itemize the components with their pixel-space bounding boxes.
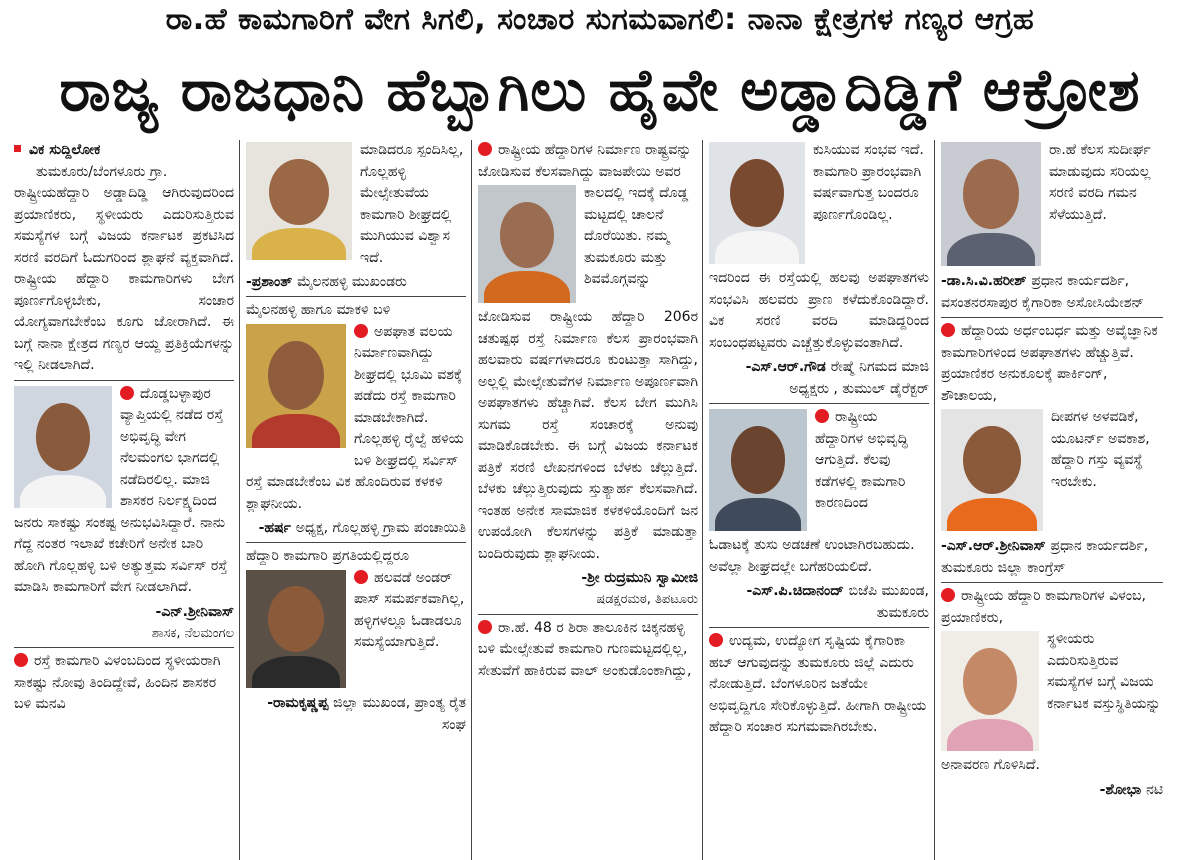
signature-name: -ಹರ್ಷ: [258, 520, 291, 536]
signature-name: -ಎಸ್.ಆರ್.ಶ್ರೀನಿವಾಸ್: [941, 538, 1046, 554]
column-rule: [239, 140, 240, 860]
quote-text: ಜೋಡಿಸುವ ರಾಷ್ಟ್ರೀಯ ಹೆದ್ದಾರಿ 206ರ ಚತುಷ್ಪಥ ರಸ್ತೆ ನಿರ್ಮಾಣ ಕೆಲಸ ಪ್ರಾರಂಭವಾಗಿ ಹಲವಾರು ವರ್ಷಗಳಾದರೂ ಕುಂಟುತ್ತಾ ಸಾಗಿದ್ದು, ಅಲ್ಲಲ್ಲಿ ಮೇಲ್ಸೇತುವೆಗಳ ನಿರ್ಮಾಣ ಅಪೂರ್ಣವಾಗಿ ಅಪಘಾತಗಳು ಹೆಚ್ಚಾಗಿವೆ. ಕೆಲಸ ಬೇಗ ಮುಗಿಸಿ ಸುಗಮ ರಸ್ತೆ ಸಂಚಾರಕ್ಕೆ ಅನುವು ಮಾಡಿಕೊಡಬೇಕು. ಈ ಬಗ್ಗೆ ವಿಜಯ ಕರ್ನಾಟಕ ಪತ್ರಿಕೆ ಸರಣಿ ಲೇಖನಗಳಿಂದ ಬೆಳಕು ಚೆಲ್ಲುತ್ತಿದೆ. ಬೆಳಕು ಚೆಲ್ಲುತ್ತಿರುವುದು ಸ್ತುತ್ಯಾರ್ಹ ಕೆಲಸವಾಗಿದೆ. ಇಂತಹ ಅನೇಕ ಸಾಮಾಜಿಕ ಕಳಕಳಿಯೊಂದಿಗೆ ಜನ ಉಪಯೋಗಿ ಕೆಲಸಗಳನ್ನು ಪತ್ರಿಕೆ ಮಾಡುತ್ತಾ ಬಂದಿರುವುದು ಶ್ಲಾಘನೀಯ.: [478, 309, 698, 562]
portrait-body: [715, 498, 801, 531]
signature-name: -ಎನ್.ಶ್ರೀನಿವಾಸ್: [155, 603, 234, 620]
portrait-face: [500, 202, 555, 268]
signature-role: ಬಿಜೆಪಿ ಮುಖಂಡ, ತುಮಕೂರು: [848, 583, 929, 621]
portrait-photo: [246, 142, 352, 260]
signature-role: ಪ್ರಧಾನ ಕಾರ್ಯದರ್ಶಿ, ವಸಂತನರಸಾಪುರ ಕೈಗಾರಿಕಾ ಅಸೋಸಿಯೇಶನ್: [941, 273, 1144, 311]
red-bullet-icon: [478, 620, 492, 634]
portrait-face: [36, 403, 91, 471]
quote-text: ರಸ್ತೆ ಕಾಮಗಾರಿ ವಿಳಂಬದಿಂದ ಸ್ಥಳೀಯರಾಗಿ ಸಾಕಷ್ಟು ನೋವು ತಿಂದಿದ್ದೇವೆ, ಹಿಂದಿನ ಶಾಸಕರ ಬಳಿ ಮನವಿ: [14, 653, 221, 712]
portrait-face: [268, 586, 324, 652]
portrait-photo: [478, 185, 576, 303]
quote-paragraph: [14, 651, 234, 716]
portrait-photo: [941, 409, 1043, 531]
portrait-photo: [709, 409, 807, 531]
column-3: [478, 140, 698, 860]
byline: [14, 140, 234, 162]
portrait-body: [484, 271, 570, 303]
red-bullet-icon: [14, 653, 28, 667]
signature-name: -ಎಸ್.ಪಿ.ಚಿದಾನಂದ್: [746, 583, 844, 599]
intro-paragraph: ರಾಷ್ಟ್ರೀಯಹೆದ್ದಾರಿ ಅಡ್ಡಾದಿಡ್ಡಿ ಆಗಿರುವುದರಿಂದ ಪ್ರಯಾಣಿಕರು, ಸ್ಥಳೀಯರು ಎದುರಿಸುತ್ತಿರುವ ಸಮಸ್ಯೆಗಳ ಬಗ್ಗೆ ವಿಜಯ ಕರ್ನಾಟಕ ಪ್ರಕಟಿಸಿದ ಸರಣಿ ವರದಿಗೆ ಓದುಗರಿಂದ ಶ್ಲಾಘನೆ ವ್ಯಕ್ತವಾಗಿದೆ. ರಾಷ್ಟ್ರೀಯ ಹೆದ್ದಾರಿ ಕಾಮಗಾರಿಗಳು ಬೇಗ ಪೂರ್ಣಗೊಳ್ಳಬೇಕು, ಸಂಚಾರ ಯೋಗ್ಯವಾಗಬೇಕೆಂಬ ಕೂಗು ಜೋರಾಗಿದೆ. ಈ ಬಗ್ಗೆ ನಾನಾ ಕ್ಷೇತ್ರದ ಗಣ್ಯರ ಆಯ್ದ ಪ್ರತಿಕ್ರಿಯೆಗಳನ್ನು ಇಲ್ಲಿ ನೀಡಲಾಗಿದೆ.: [14, 185, 234, 373]
signature-name: -ಡಾ.ಸಿ.ವಿ.ಹರೀಶ್: [941, 273, 1027, 289]
quote-text: ಮಾಡಿದರೂ ಸ್ಪಂದಿಸಿಲ್ಲ, ಗೊಲ್ಲಹಳ್ಳಿ ಮೇಲ್ಸೇತುವೆಯ ಕಾಮಗಾರಿ ಶೀಘ್ರದಲ್ಲಿ ಮುಗಿಯುವ ವಿಶ್ವಾಸ ಇದೆ.: [360, 142, 464, 266]
quote-text: ದೀಪಗಳ ಅಳವಡಿಕೆ, ಯೂಟರ್ನ್ ಅವಕಾಶ, ಹೆದ್ದಾರಿ ಗಸ್ತು ವ್ಯವಸ್ಥೆ ಇರಬೇಕು.: [1051, 409, 1150, 490]
red-bullet-icon: [120, 386, 134, 400]
portrait-face: [730, 159, 784, 227]
signature: [246, 517, 466, 539]
signature: [478, 567, 698, 589]
kicker-headline: ರಾ.ಹೆ ಕಾಮಗಾರಿಗೆ ವೇಗ ಸಿಗಲಿ, ಸಂಚಾರ ಸುಗಮವಾಗಲಿ: ನಾನಾ ಕ್ಷೇತ್ರಗಳ ಗಣ್ಯರ ಆಗ್ರಹ: [165, 2, 1035, 37]
red-bullet-icon: [815, 409, 829, 423]
signature-role: ಜಿಲ್ಲಾ ಮುಖಂಡ, ಪ್ರಾಂತ್ಯ ರೈತ ಸಂಘ: [333, 694, 466, 733]
portrait-body: [947, 498, 1037, 531]
quote-text: ಅನಾವರಣ ಗೊಳಿಸಿದೆ.: [941, 757, 1040, 773]
signature: [14, 601, 234, 623]
red-bullet-icon: [478, 142, 492, 156]
divider: [709, 403, 929, 404]
quote-text: ಉದ್ಯಮ, ಉದ್ಯೋಗ ಸೃಷ್ಟಿಯ ಕೈಗಾರಿಕಾ ಹಬ್ ಆಗುವುದನ್ನು ತುಮಕೂರು ಜಿಲ್ಲೆ ಎದುರು ನೋಡುತ್ತಿದೆ. ಬೆಂಗಳೂರಿನ ಜತೆಯೇ ಅಭಿವೃದ್ದಿಗೂ ಸೇರಿಕೊಳ್ಳುತ್ತಿದೆ. ಹೀಗಾಗಿ ರಾಷ್ಟ್ರೀಯ ಹೆದ್ದಾರಿ ಸಂಚಾರ ಸುಗಮವಾಗಿರಬೇಕು.: [709, 633, 927, 735]
signature: [709, 580, 929, 624]
divider: [246, 296, 466, 297]
square-bullet-icon: [14, 145, 21, 152]
red-bullet-icon: [354, 324, 368, 338]
signature-role: ಪ್ರಧಾನ ಕಾರ್ಯದರ್ಶಿ, ತುಮಕೂರು ಜಿಲ್ಲಾ ಕಾಂಗ್ರೆಸ್: [941, 538, 1149, 576]
divider: [709, 627, 929, 628]
column-rule: [471, 140, 472, 860]
signature: [709, 356, 929, 400]
quote-text: ರಾಷ್ಟ್ರೀಯ ಹೆದ್ದಾರಿ ಕಾಮಗಾರಿಗಳ ವಿಳಂಬ, ಪ್ರಯಾಣಿಕರು,: [941, 588, 1146, 626]
main-headline: ರಾಜ್ಯ ರಾಜಧಾನಿ ಹೆಬ್ಬಾಗಿಲು ಹೈವೇ ಅಡ್ಡಾದಿಡ್ಡಿಗೆ ಆಕ್ರೋಶ: [59, 56, 1141, 124]
portrait-face: [268, 341, 324, 410]
signature-role: ರೇಷ್ಮೆ ನಿಗಮದ ಮಾಜಿ ಅಧ್ಯಕ್ಷರು , ತುಮುಲ್ ಡೈರೆಕ್ಟರ್: [789, 359, 929, 397]
quote-text: ರಾ.ಹೆ ಕೆಲಸ ಸುದೀರ್ಘ ಮಾಡುವುದು ಸರಿಯಲ್ಲ ಸರಣಿ ವರದಿ ಗಮನ ಸೆಳೆಯುತ್ತಿದೆ.: [1049, 142, 1151, 223]
quote-text: ಹೆದ್ದಾರಿಯ ಅರ್ಧಂಬರ್ಧ ಮತ್ತು ಅವೈಜ್ಞಾನಿಕ ಕಾಮಗಾರಿಗಳಿಂದ ಅಪಘಾತಗಳು ಹೆಚ್ಚುತ್ತಿವೆ. ಪ್ರಯಾಣಿಕರ ಅನುಕೂಲಕ್ಕೆ ಪಾರ್ಕಿಂಗ್, ಶೌಚಾಲಯ,: [941, 323, 1158, 404]
quote-text: ಓಡಾಟಕ್ಕೆ ತುಸು ಅಡಚಣೆ ಉಂಟಾಗಿರಬಹುದು. ಅವೆಲ್ಲಾ ಶೀಘ್ರದಲ್ಲೇ ಬಗೆಹರಿಯಲಿದೆ.: [709, 537, 915, 575]
red-bullet-icon: [941, 323, 955, 337]
column-rule: [702, 140, 703, 860]
quote-lead: [941, 586, 1163, 629]
quote-paragraph: [478, 618, 698, 683]
column-4: [709, 140, 929, 860]
portrait-photo: [709, 142, 805, 264]
byline-source: ವಿಕ ಸುದ್ದಿಲೋಕ: [29, 142, 101, 158]
column-rule: [934, 140, 935, 860]
signature-role: ನಟಿ: [1146, 781, 1163, 798]
portrait-body: [715, 231, 799, 264]
red-bullet-icon: [709, 633, 723, 647]
portrait-body: [252, 656, 340, 688]
portrait-body: [252, 414, 340, 447]
signature-role: ಶಾಸಕ, ನೆಲಮಂಗಲ: [151, 625, 234, 641]
red-bullet-icon: [354, 570, 368, 584]
column-1: [14, 140, 234, 860]
divider: [941, 582, 1163, 583]
signature-name: -ಶೋಭಾ: [1099, 781, 1142, 798]
signature-name: -ಎಸ್.ಆರ್.ಗೌಡ: [745, 359, 826, 375]
portrait-face: [963, 426, 1020, 494]
quote-text: ರಾ.ಹೆ. 48 ರ ಶಿರಾ ತಾಲೂಕಿನ ಚಿಕ್ಕನಹಳ್ಳಿ ಬಳಿ ಮೇಲ್ಸೇತುವೆ ಕಾಮಗಾರಿ ಗುಣಮಟ್ಟದಲ್ಲಿಲ್ಲ, ಸೇತುವೆಗೆ ಹಾಕಿರುವ ವಾಲ್ ಅಂಕುಡೊಂಕಾಗಿದ್ದು,: [478, 619, 692, 679]
quote-text: ಹಲವಡೆ ಅಂಡರ್ ಪಾಸ್ ಸಮರ್ಪಕವಾಗಿಲ್ಲ, ಹಳ್ಳಿಗಳಲ್ಲೂ ಓಡಾಡಲೂ ಸಮಸ್ಯೆಯಾಗುತ್ತಿದೆ.: [354, 569, 465, 650]
quote-text: ಸ್ಥಳೀಯರು ಎದುರಿಸುತ್ತಿರುವ ಸಮಸ್ಯೆಗಳ ಬಗ್ಗೆ ವಿಜಯ ಕರ್ನಾಟಕ ವಸ್ತುಸ್ಥಿತಿಯನ್ನು: [1047, 631, 1161, 712]
portrait-photo: [246, 570, 346, 688]
portrait-body: [252, 228, 345, 260]
column-2: [246, 140, 466, 860]
divider: [14, 647, 234, 648]
portrait-photo: [941, 142, 1041, 266]
quote-text: ಕಾಲದಲ್ಲಿ ಇದಕ್ಕೆ ದೊಡ್ಡ ಮಟ್ಟದಲ್ಲಿ ಚಾಲನೆ ದೊರೆಯಿತು. ನಮ್ಮ ತುಮಕೂರು ಮತ್ತು ಶಿವಮೊಗ್ಗವನ್ನು: [584, 185, 689, 287]
quote-text: ಅಪಘಾತ ವಲಯ ನಿರ್ಮಾಣವಾಗಿದ್ದು ಶೀಘ್ರದಲ್ಲಿ ಭೂಮಿ ವಶಕ್ಕೆ ಪಡೆದು ರಸ್ತೆ ಕಾಮಗಾರಿ ಮಾಡಬೇಕಾಗಿದೆ. ಗೊಲ್ಲಹಳ್ಳಿ ರೈಲ್ವೆ ಹಳಿಯ ಬಳಿ ಶೀಘ್ರದಲ್ಲಿ ಸರ್ವಿಸ್ ರಸ್ತೆ ಮಾಡಬೇಕೆಂಬ ವಿಕ ಹೊಂದಿರುವ ಕಳಕಳಿ ಶ್ಲಾಘನೀಯ.: [246, 323, 464, 512]
signature: [941, 535, 1163, 579]
signature-role: ಷಡಕ್ಷರಮಠ, ತಿಪಟೂರು: [596, 592, 698, 607]
quote-lead: [941, 321, 1163, 407]
signature-name: -ರಾಮಕೃಷ್ಣಪ್ಪ: [267, 694, 329, 711]
portrait-body: [20, 475, 106, 508]
column-5: [941, 140, 1163, 860]
portrait-body: [947, 233, 1035, 266]
signature-role: ಮೈಲನಹಳ್ಳಿ ಮುಖಂಡರು: [297, 274, 407, 290]
quote-text: ಇದರಿಂದ ಈ ರಸ್ತೆಯಲ್ಲಿ ಹಲವು ಅಪಘಾತಗಳು ಸಂಭವಿಸಿ ಹಲವರು ಪ್ರಾಣ ಕಳೆದುಕೊಂಡಿದ್ದಾರೆ. ವಿಕ ಸರಣಿ ವರದಿ ಮಾಡಿದ್ದರಿಂದ ಸಂಬಂಧಪಟ್ಟವರು ಎಚ್ಚೆತ್ತುಕೊಳ್ಳುವಂತಾಗಿದೆ.: [709, 270, 929, 351]
signature-role: ಅಧ್ಯಕ್ಷ, ಗೊಲ್ಲಹಳ್ಳಿ ಗ್ರಾಮ ಪಂಚಾಯಿತಿ: [295, 520, 466, 536]
quote-text: ರಾಷ್ಟ್ರೀಯ ಹೆದ್ದಾರಿಗಳ ಅಭಿವೃದ್ಧಿ ಆಗುತ್ತಿದೆ. ಕೆಲವು ಕಡೆಗಳಲ್ಲಿ ಕಾಮಗಾರಿ ಕಾರಣದಿಂದ: [815, 409, 908, 511]
quote-lead: ಮೈಲನಹಳ್ಳಿ ಹಾಗೂ ಮಾಕಳಿ ಬಳಿ: [246, 302, 391, 318]
signature-name: -ಶ್ರೀ ರುದ್ರಮುನಿ ಸ್ವಾಮೀಜಿ: [581, 570, 698, 586]
portrait-photo: [14, 386, 112, 508]
portrait-face: [731, 426, 786, 494]
quote-text: ರಾಷ್ಟ್ರೀಯ ಹೆದ್ದಾರಿಗಳ ನಿರ್ಮಾಣ ರಾಷ್ಟ್ರವನ್ನು ಜೋಡಿಸುವ ಕೆಲಸವಾಗಿದ್ದು ವಾಜಪೇಯಿ ಅವರ: [478, 142, 692, 180]
portrait-face: [963, 648, 1018, 715]
quote-text: ದೊಡ್ಡಬಳ್ಳಾಪುರ ವ್ಯಾಪ್ತಿಯಲ್ಲಿ ನಡೆದ ರಸ್ತೆ ಅಭಿವೃದ್ಧಿ ವೇಗ ನೆಲಮಂಗಲ ಭಾಗದಲ್ಲಿ ನಡೆದಿರಲಿಲ್ಲ. ಮಾಜಿ ಶಾಸಕರ ನಿರ್ಲಕ್ಷ್ಯದಿಂದ ಜನರು ಸಾಕಷ್ಟು ಸಂಕಷ್ಟ ಅನುಭವಿಸಿದ್ದಾರೆ. ನಾನು ಗೆದ್ದ ನಂತರ ಇಲಾಖೆ ಕಚೇರಿಗೆ ಅನೇಕ ಬಾರಿ ಹೋಗಿ ಗೊಲ್ಲಹಳ್ಳಿ ಬಳಿ ಅತ್ಯುತ್ತಮ ಸರ್ವಿಸ್ ರಸ್ತೆ ಮಾಡಿಸಿ ಕಾಮಗಾರಿಗೆ ವೇಗ ನೀಡಲಾಗಿದೆ.: [14, 385, 228, 595]
dateline: ತುಮಕೂರು/ಬೆಂಗಳೂರು ಗ್ರಾ.: [36, 163, 168, 180]
portrait-body: [947, 719, 1033, 751]
divider: [246, 542, 466, 543]
divider: [14, 380, 234, 381]
portrait-photo: [246, 324, 346, 448]
signature-name: -ಪ್ರಶಾಂತ್: [246, 274, 293, 290]
divider: [478, 614, 698, 615]
signature: [246, 271, 466, 293]
portrait-face: [269, 159, 328, 225]
red-bullet-icon: [941, 588, 955, 602]
quote-paragraph: [709, 631, 929, 739]
divider: [941, 317, 1163, 318]
quote-text: ಕುಸಿಯುವ ಸಂಭವ ಇದೆ. ಕಾಮಗಾರಿ ಪ್ರಾರಂಭವಾಗಿ ವರ್ಷವಾಗುತ್ತ ಬಂದರೂ ಪೂರ್ಣಗೊಂಡಿಲ್ಲ.: [813, 142, 924, 223]
portrait-photo: [941, 631, 1039, 751]
signature: [246, 692, 466, 736]
quote-lead: ಹೆದ್ದಾರಿ ಕಾಮಗಾರಿ ಪ್ರಗತಿಯಲ್ಲಿದ್ದರೂ: [246, 548, 410, 564]
signature: [941, 270, 1163, 314]
quote-lead: [478, 140, 698, 183]
signature: [941, 779, 1163, 801]
portrait-face: [963, 159, 1019, 228]
